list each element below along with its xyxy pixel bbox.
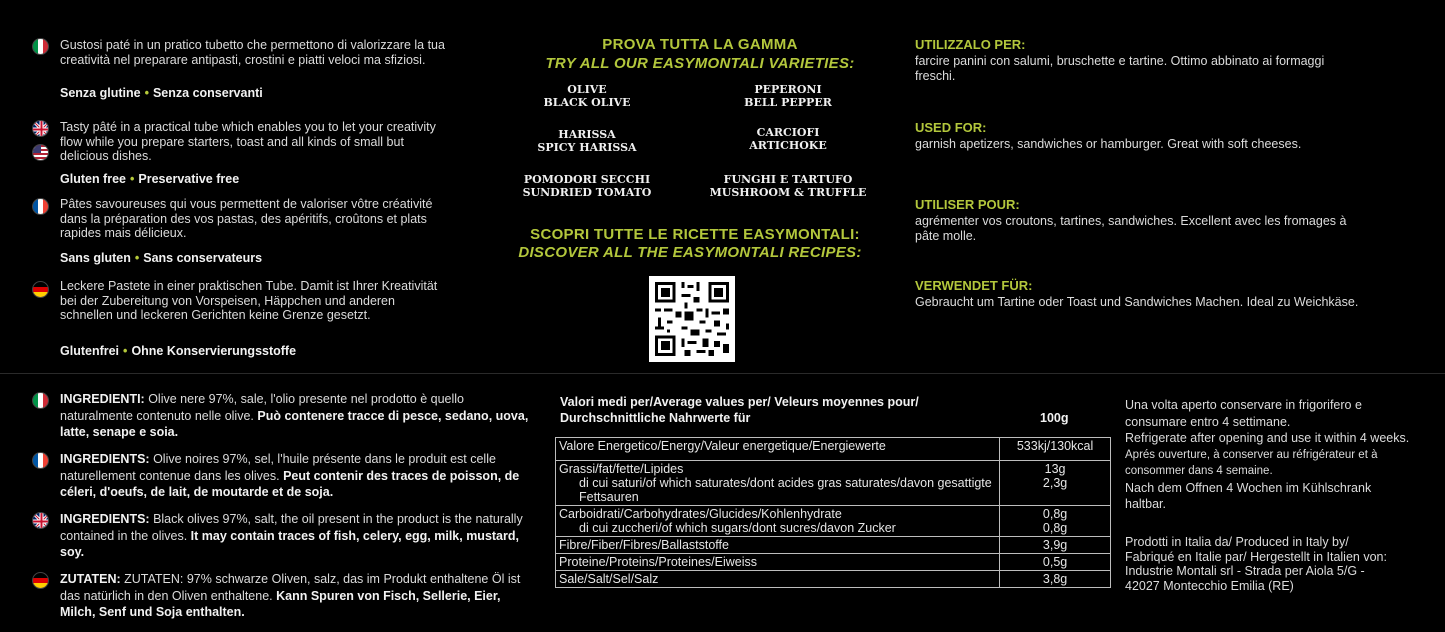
usage-text-english: garnish apetizers, sandwiches or hamburger. Great with soft cheeses. [915,137,1302,151]
storage-english: Refrigerate after opening and use it within 4 weeks. [1125,431,1410,445]
variety-name-it: FUNGHI E TARTUFO [723,173,853,186]
variety-name-it: HARISSA [558,128,616,141]
flag-italy-icon [32,392,49,409]
table-row [556,438,1111,461]
claims-french [60,251,262,265]
recipes-title-italian: SCOPRI TUTTE LE RICETTE EASYMONTALI: [530,226,860,243]
producer-info: Prodotti in Italia da/ Produced in Italy by/ Fabriqué en Italie par/ Hergestellt in Italien von: Industrie Montali srl - Strada per Aiola 5/G - 42027 Montecchio Emilia (RE) [1125,535,1387,593]
ingredients-label: ZUTATEN: [60,572,121,586]
nutrient-sub-value: 2,3g [1042,476,1068,490]
storage-info [1125,397,1410,513]
flag-germany-icon [32,281,49,298]
qr-code-icon[interactable] [649,276,735,362]
nutrition-header: Valori medi per/Average values per/ Veleurs moyennes pour/ Durchschnittliche Nahrwerte für [560,395,919,425]
allergens-text: It may contain traces of fish, celery, egg, milk, mustard, soy. [60,528,519,559]
nutrient-value: 3,9g [1000,537,1111,554]
separator-dot: • [134,251,140,265]
variety-name-en: ARTICHOKE [749,139,827,152]
gluten-free-claim: Senza glutine [60,86,141,100]
variety-tomato [497,173,677,199]
table-row [556,554,1111,571]
storage-german: Nach dem Offnen 4 Wochen im Kühlschrank haltbar. [1125,480,1372,511]
flag-france-icon [32,198,49,215]
separator-dot: • [130,172,135,186]
preservative-free-claim: Sans conservateurs [143,251,263,265]
nutrient-sub-label: di cui saturi/of which saturates/dont acides gras saturates/davon gesattigte Fettsauren [579,476,992,504]
variety-harissa [512,128,662,154]
nutrient-value-cell [1000,461,1111,506]
table-row [556,571,1111,588]
table-row [556,537,1111,554]
range-title-italian: PROVA TUTTA LA GAMMA [602,36,798,53]
variety-name-en: BLACK OLIVE [543,96,631,109]
ingredients-label: INGREDIENTS: [60,512,150,526]
separator-dot: • [144,86,149,100]
usage-title-german: VERWENDET FÜR: [915,278,1033,293]
description-german: Leckere Pastete in einer praktischen Tube. Damit ist Ihrer Kreativität bei der Zubereitung von Vorspeisen, Häppchen und anderen schnellen und leckeren Gerichten keine Grenze gesetzt. [60,279,438,322]
flag-usa-icon [32,144,49,161]
table-row [556,461,1111,506]
nutrient-value: 0,5g [1000,554,1111,571]
ingredients-text: Olive nere 97%, sale, l'olio presente nel prodotto è quello naturalmente contenuto nelle olive. [60,392,464,423]
usage-text-german: Gebraucht um Tartine oder Toast und Sandwiches Machen. Ideal zu Weichkäse. [915,295,1359,309]
ingredients-english [60,511,530,561]
nutrient-label: Grassi/fat/fette/Lipides [559,462,684,476]
allergens-text: Può contenere tracce di pesce, sedano, uova, latte, senape e soia. [60,408,529,439]
variety-name-it: PEPERONI [754,83,822,96]
flag-germany-icon [32,572,49,589]
variety-name-en: SUNDRIED TOMATO [522,186,652,199]
ingredients-label: INGREDIENTS: [60,452,150,466]
preservative-free-claim: Preservative free [138,172,240,186]
variety-name-it: POMODORI SECCHI [523,173,651,186]
gluten-free-claim: Glutenfrei [60,344,120,358]
usage-title-english: USED FOR: [915,120,987,135]
variety-name-it: OLIVE [567,83,607,96]
variety-mushroom [698,173,878,199]
ingredients-text: Black olives 97%, salt, the oil present in the product is the naturally contained in the olives. [60,512,523,543]
variety-artichoke [713,126,863,152]
flag-italy-icon [32,38,49,55]
nutrient-value: 533kj/130kcal [1000,438,1111,461]
ingredients-text: ZUTATEN: 97% schwarze Oliven, salz, das im Produkt enthaltene Öl ist das natürlich in den Oliven enthaltene. [60,572,521,603]
flag-uk-icon [32,512,49,529]
allergens-text: Kann Spuren von Fisch, Sellerie, Eier, Milch, Senf und Soja enthalten. [60,588,501,619]
variety-name-en: BELL PEPPER [744,96,832,109]
ingredients-text: Olive noires 97%, sel, l'huile présente dans le produit est celle naturellement contenue dans les olives. [60,452,496,483]
nutrition-table [555,437,1111,588]
description-english: Tasty pâté in a practical tube which enables you to let your creativity flow while you prepare starters, toast and all kinds of small but delicious dishes. [60,120,436,163]
nutrient-label-cell [556,461,1000,506]
usage-text-french: agrémenter vos croutons, tartines, sandwiches. Excellent avec les fromages à pâte molle. [915,214,1347,243]
usage-title-italian: UTILIZZALO PER: [915,37,1026,52]
variety-pepper [713,83,863,109]
description-italian: Gustosi paté in un pratico tubetto che permettono di valorizzare la tua creatività nel preparare antipasti, crostini e piatti veloci ma sfiziosi. [60,38,445,67]
storage-french: Aprés ouverture, à conserver au réfrigérateur et à consommer dans 4 semaine. [1125,448,1378,477]
nutrient-label: Proteine/Proteins/Proteines/Eiweiss [556,554,1000,571]
flag-uk-icon [32,120,49,137]
variety-name-it: CARCIOFI [756,126,820,139]
variety-name-en: MUSHROOM & TRUFFLE [709,186,867,199]
variety-name-en: SPICY HARISSA [537,141,637,154]
claims-german [60,344,296,358]
separator-dot: • [123,344,128,358]
claims-english [60,172,239,186]
nutrient-label: Carboidrati/Carbohydrates/Glucides/Kohlenhydrate [559,507,842,521]
nutrient-label: Valore Energetico/Energy/Valeur energetique/Energiewerte [556,438,1000,461]
flag-france-icon [32,452,49,469]
description-french: Pâtes savoureuses qui vous permettent de valoriser vôtre créativité dans la préparation des vos pastas, des apéritifs, croûtons et plats rapides mais délicieux. [60,197,433,240]
nutrient-sub-value: 0,8g [1042,521,1068,535]
variety-olive [512,83,662,109]
gluten-free-claim: Sans gluten [60,251,131,265]
table-row [556,506,1111,537]
ingredients-german [60,571,530,621]
gluten-free-claim: Gluten free [60,172,126,186]
preservative-free-claim: Ohne Konservierungsstoffe [131,344,297,358]
storage-italian: Una volta aperto conservare in frigorifero e consumare entro 4 settimane. [1125,398,1362,429]
allergens-text: Peut contenir des traces de poisson, de céleri, d'oeufs, de lait, de moutarde et de soja. [60,468,520,499]
nutrient-sub-label: di cui zuccheri/of which sugars/dont sucres/davon Zucker [579,521,896,535]
preservative-free-claim: Senza conservanti [152,86,263,100]
nutrient-value-cell [1000,506,1111,537]
claims-italian [60,86,263,100]
nutrition-per-100g: 100g [1040,411,1069,425]
range-title-english: TRY ALL OUR EASYMONTALI VARIETIES: [545,55,855,72]
nutrient-label: Sale/Salt/Sel/Salz [556,571,1000,588]
ingredients-italian [60,391,530,441]
nutrient-label-cell [556,506,1000,537]
ingredients-french [60,451,530,501]
usage-title-french: UTILISER POUR: [915,197,1020,212]
nutrient-value: 13g [1044,462,1066,476]
section-divider [0,373,1445,374]
recipes-title-english: DISCOVER ALL THE EASYMONTALI RECIPES: [518,244,862,261]
ingredients-label: INGREDIENTI: [60,392,145,406]
nutrient-value: 3,8g [1000,571,1111,588]
nutrient-value: 0,8g [1042,507,1068,521]
usage-text-italian: farcire panini con salumi, bruschette e tartine. Ottimo abbinato ai formaggi freschi. [915,54,1325,83]
nutrient-label: Fibre/Fiber/Fibres/Ballaststoffe [556,537,1000,554]
